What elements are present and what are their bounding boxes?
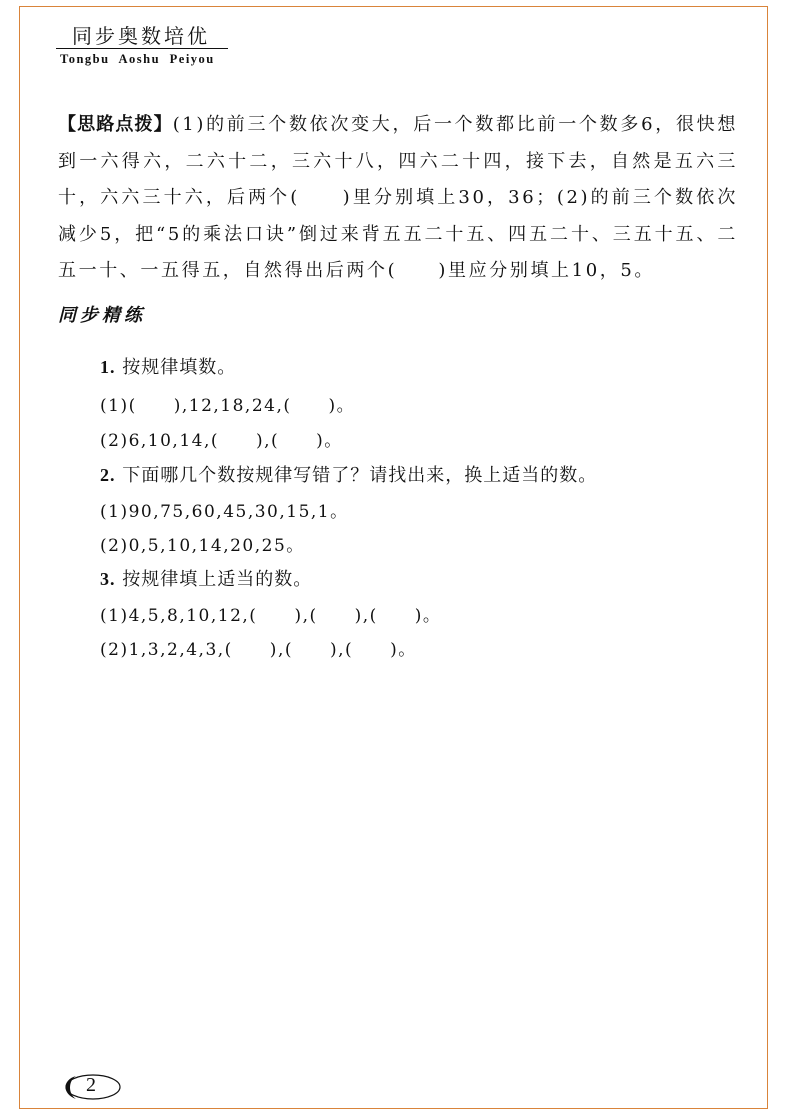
page-number: 2: [86, 1074, 96, 1096]
question-3-item-1: (1)4,5,8,10,12,( ),( ),( )。: [100, 606, 442, 626]
running-header-title: 同步奥数培优: [72, 24, 210, 48]
question-2: [100, 461, 597, 487]
question-text: 按规律填数。: [122, 357, 237, 378]
question-2-item-2: (2)0,5,10,14,20,25。: [100, 536, 305, 556]
page-number-badge: [60, 1072, 122, 1102]
header-rule: [56, 48, 228, 49]
section-title: 同步精练: [58, 305, 146, 326]
question-number: 3.: [100, 569, 116, 589]
question-3-item-2: (2)1,3,2,4,3,( ),( ),( )。: [100, 640, 417, 660]
question-1-item-1: (1)( ),12,18,24,( )。: [100, 396, 356, 416]
question-3: [100, 565, 312, 591]
question-number: 2.: [100, 465, 116, 485]
question-text: 按规律填上适当的数。: [122, 569, 313, 590]
hint-tag: 【思路点拨】: [58, 114, 173, 135]
hint-paragraph: [58, 107, 738, 290]
question-1: [100, 353, 236, 379]
question-number: 1.: [100, 357, 116, 377]
running-header-pinyin: Tongbu Aoshu Peiyou: [60, 52, 215, 66]
question-1-item-2: (2)6,10,14,( ),( )。: [100, 431, 343, 451]
question-2-item-1: (1)90,75,60,45,30,15,1。: [100, 502, 349, 522]
question-text: 下面哪几个数按规律写错了？请找出来，换上适当的数。: [122, 465, 598, 486]
hint-body: (1)的前三个数依次变大，后一个数都比前一个数多6，很快想到一六得六，二六十二，三六十八，四六二十四，接下去，自然是五六三十，六六三十六，后两个( )里分别填上30，36；(2)的前三个数依次减少5，把“5的乘法口诀”倒过来背五五二十五、四五二十、三五十五、二五一十、一五得五，自然得出后两个( )里应分别填上10，5。: [58, 114, 738, 281]
